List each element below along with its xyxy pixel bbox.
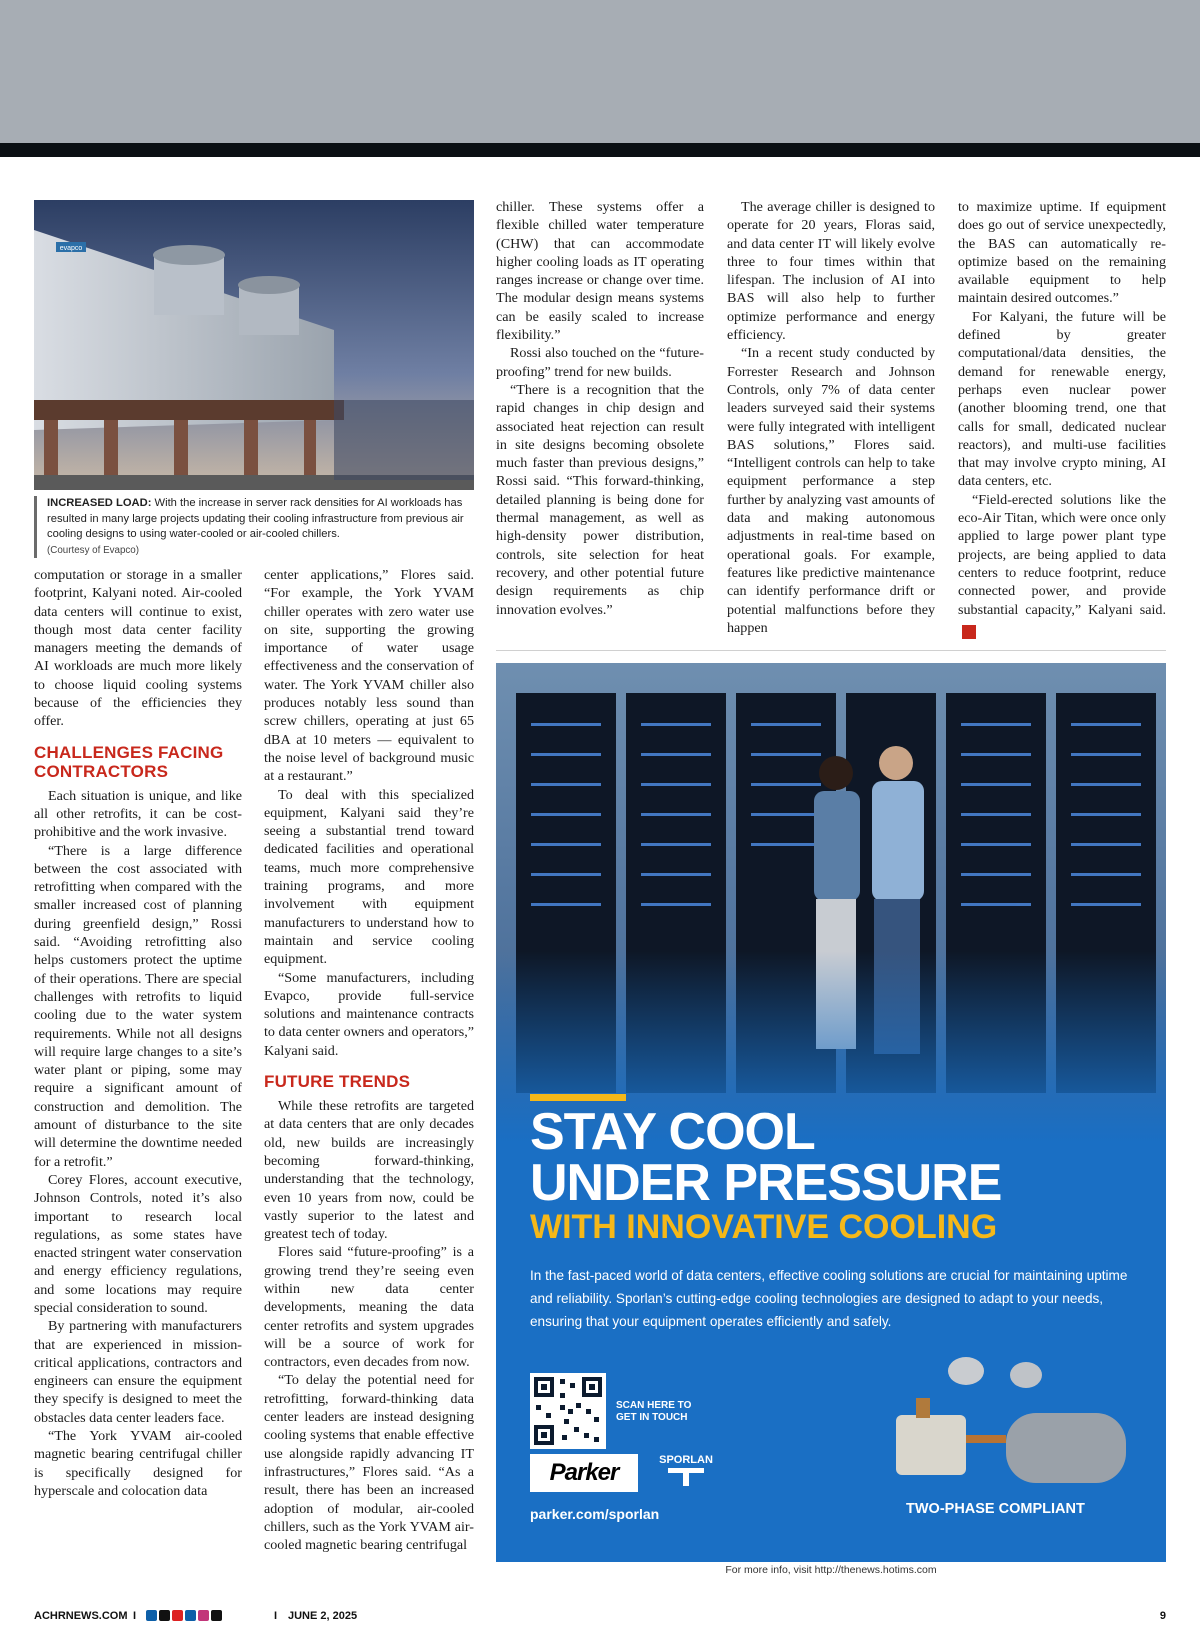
paragraph: “There is a large difference between the cost associated with retrofitting when compared with the smaller increased cost of planning during greenfield design,” Rossi said. “Avoiding retrofitting also helps customers protect the uptime of their operations. There are special challenges with retrofits to liquid cooling due to the water system requirements. While not all designs will require large changes to a site’s water plant or piping, some may require a significant amount of construction and demolition. The amount of disturbance to the site will determine the downtime needed for a retrofit.” bbox=[34, 842, 242, 1170]
facebook-icon[interactable] bbox=[146, 1610, 157, 1621]
paragraph: “The York YVAM air-cooled magnetic bearing centrifugal chiller is specifically designed for hyperscale and colocation data bbox=[34, 1428, 242, 1499]
linkedin-icon[interactable] bbox=[185, 1610, 196, 1621]
end-of-article-mark: N bbox=[962, 625, 976, 639]
paragraph: Each situation is unique, and like all other retrofits, it can be cost-prohibitive and the work invasive. bbox=[34, 787, 242, 841]
section-heading-future-trends: FUTURE TRENDS bbox=[264, 1072, 411, 1092]
paragraph: Flores said “future-proofing” is a growing trend they’re seeing even within new data center developments, meaning the data center retrofits and system upgrades will be a source of work for contractors, even decades from now. bbox=[264, 1244, 474, 1371]
paragraph: To deal with this specialized equipment, Kalyani said they’re seeing a substantial trend toward dedicated facilities and operational teams, much more comprehensive training programs, and more involvement with equipment manufacturers to understand how to maintain and service cooling equipment. bbox=[264, 786, 474, 968]
top-banner bbox=[0, 0, 1200, 143]
data-center-photo bbox=[496, 663, 1166, 1143]
ad-headline-line-2: UNDER PRESSURE bbox=[530, 1154, 1002, 1212]
photo-caption bbox=[34, 496, 474, 558]
youtube-icon[interactable] bbox=[172, 1610, 183, 1621]
paragraph: “Some manufacturers, including Evapco, provide full-service solutions and maintenance contracts to data center owners and operators,” Kalyani said. bbox=[264, 969, 474, 1059]
paragraph: “In a recent study conducted by Forrester Research and Johnson Controls, only 7% of data center leaders surveyed said their systems were fully integrated with intelligent BAS solutions,” Flores said. “Intelligent controls can help to take equipment performance a step further by analyzing vast amounts of data and making autonomous adjustments in real-time based on operational goals. For example, features like predictive maintenance can identify performance drift or potential malfunctions before they happen bbox=[727, 345, 935, 636]
paragraph: center applications,” Flores said. “For example, the York YVAM chiller operates with zero water use on site, supporting the growing importance of water usage effectiveness and the conservation of water. The York YVAM chiller also produces notably less sound than screw chillers, operating at just 65 dBA at 10 meters — equivalent to the noise level of background music at a restaurant.” bbox=[264, 567, 474, 785]
paragraph: to maximize uptime. If equipment does go out of service unexpectedly, the BAS can automatically re-optimize based on the remaining available equipment to help maintain desired outcomes.” bbox=[958, 199, 1166, 307]
sporlan-logo bbox=[651, 1454, 721, 1494]
footer-separator: I bbox=[133, 1610, 137, 1622]
ad-body-text: In the fast-paced world of data centers, effective cooling solutions are crucial for maintaining uptime and reliability. Sporlan’s cutting-edge cooling technologies are designed to adapt to your needs, ensuring that your equipment operates efficiently and safely. bbox=[530, 1268, 1128, 1329]
caption-label: INCREASED LOAD: bbox=[47, 497, 152, 509]
article-column-1 bbox=[34, 566, 242, 1500]
social-icons bbox=[146, 1610, 222, 1621]
parker-logo: Parker bbox=[530, 1454, 638, 1492]
paragraph bbox=[958, 491, 1166, 639]
paragraph: Rossi also touched on the “future-proofing” trend for new builds. bbox=[496, 345, 704, 380]
page-footer bbox=[34, 1610, 1166, 1624]
sporlan-mark-icon bbox=[666, 1466, 706, 1488]
paragraph: The average chiller is designed to operate for 20 years, Floras said, and data center IT will likely evolve three to four times within that lifespan. The inclusion of AI into BAS will also help to further optimize performance and energy efficiency. bbox=[727, 199, 935, 344]
ad-headline-line-1: STAY COOL bbox=[530, 1103, 815, 1161]
paragraph-text: “Field-erected solutions like the eco-Air Titan, which were once only applied to large power plant type projects, are being applied to data centers to reduce footprint, reduce connected power, and provide substantial capacity,” Kalyani said. bbox=[958, 491, 1166, 618]
issue-date: JUNE 2, 2025 bbox=[288, 1610, 358, 1622]
paragraph: For Kalyani, the future will be defined by greater computational/data densities, the demand for renewable energy, perhaps even nuclear power (another blooming trend, one that calls for small, dedicated nuclear reactors), and multi-use facilities that may involve crypto mining, AI data centers, etc. bbox=[958, 308, 1166, 490]
caption-text: With the increase in server rack densities for AI workloads has resulted in many large projects updating their cooling infrastructure from previous air cooling designs to using water-cooled or air-cooled chillers. bbox=[47, 497, 464, 540]
ad-divider bbox=[496, 650, 1166, 651]
qr-code[interactable] bbox=[530, 1373, 606, 1449]
cooling-towers-photo bbox=[34, 200, 474, 490]
instagram-icon[interactable] bbox=[198, 1610, 209, 1621]
top-rule-bar bbox=[0, 143, 1200, 157]
photo-credit: (Courtesy of Evapco) bbox=[47, 544, 140, 556]
paragraph: While these retrofits are targeted at data centers that are only decades old, new builds are increasingly becoming forward-thinking, understanding that the technology, even 10 years from now, could be vastly superior to the latest and greatest tech of today. bbox=[264, 1098, 474, 1243]
parker-url-link[interactable]: parker.com/sporlan bbox=[530, 1506, 660, 1522]
paragraph: “There is a recognition that the rapid changes in chip design and associated heat rejection can result in site designs becoming obsolete much faster than previous designs,” Rossi said. “This forward-thinking, detailed planning is being done for thermal management, as well as high-density power distribution, controls, site selection for heat recovery, and other potential future design requirements as chip innovation evolves.” bbox=[496, 381, 704, 618]
footer-separator: I bbox=[274, 1610, 278, 1622]
sporlan-logo-text: SPORLAN bbox=[659, 1454, 713, 1466]
svg-text:evapco: evapco bbox=[59, 245, 83, 252]
cooling-towers-illustration bbox=[34, 200, 474, 490]
tiktok-icon[interactable] bbox=[211, 1610, 222, 1621]
article-column-2 bbox=[264, 566, 474, 1554]
footer-site[interactable]: ACHRNEWS.COM bbox=[34, 1610, 128, 1622]
article-column-4 bbox=[727, 198, 935, 637]
two-phase-compliant-label: TWO-PHASE COMPLIANT bbox=[906, 1501, 1085, 1517]
article-column-5 bbox=[958, 198, 1166, 639]
section-heading-challenges: CHALLENGES FACING CONTRACTORS bbox=[34, 742, 224, 781]
paragraph: Corey Flores, account executive, Johnson Controls, noted it’s also important to research local regulations, as some states have enacted stringent water conservation and energy efficiency regulations, and some locations may require special consideration to sound. bbox=[34, 1171, 242, 1316]
sporlan-products-image bbox=[896, 1343, 1136, 1503]
scan-cta: SCAN HERE TO GET IN TOUCH bbox=[616, 1400, 692, 1423]
ad-accent-bar bbox=[530, 1094, 626, 1101]
page-number: 9 bbox=[1159, 1610, 1166, 1622]
paragraph: “To delay the potential need for retrofitting, forward-thinking data center leaders are instead designing cooling systems that enable effective use alongside rapidly advancing IT infrastructures,” Flores said. “As a result, there has been an increased adoption of modular, air-cooled chillers, such as the York YVAM air-cooled magnetic bearing centrifugal bbox=[264, 1372, 474, 1554]
paragraph: chiller. These systems offer a flexible chilled water temperature (CHW) that can accommodate higher cooling loads as IT operating ranges increase or change over time. The modular design means systems can be easily scaled to increase flexibility.” bbox=[496, 199, 704, 344]
article-column-3 bbox=[496, 198, 704, 619]
ad-more-info[interactable]: For more info, visit http://thenews.hotims.com bbox=[725, 1564, 937, 1576]
sporlan-advertisement[interactable] bbox=[496, 663, 1166, 1562]
paragraph: By partnering with manufacturers that are experienced in mission-critical applications, contractors and engineers can ensure the equipment they specify is designed to meet the obstacles data center leaders face. bbox=[34, 1318, 242, 1426]
ad-subheadline: WITH INNOVATIVE COOLING bbox=[530, 1208, 998, 1246]
paragraph: computation or storage in a smaller footprint, Kalyani noted. Air-cooled data centers will continue to exist, though most data center facility managers meeting the demands of AI workloads are much more likely to choose liquid cooling systems because of the efficiencies they offer. bbox=[34, 567, 242, 730]
x-icon[interactable] bbox=[159, 1610, 170, 1621]
